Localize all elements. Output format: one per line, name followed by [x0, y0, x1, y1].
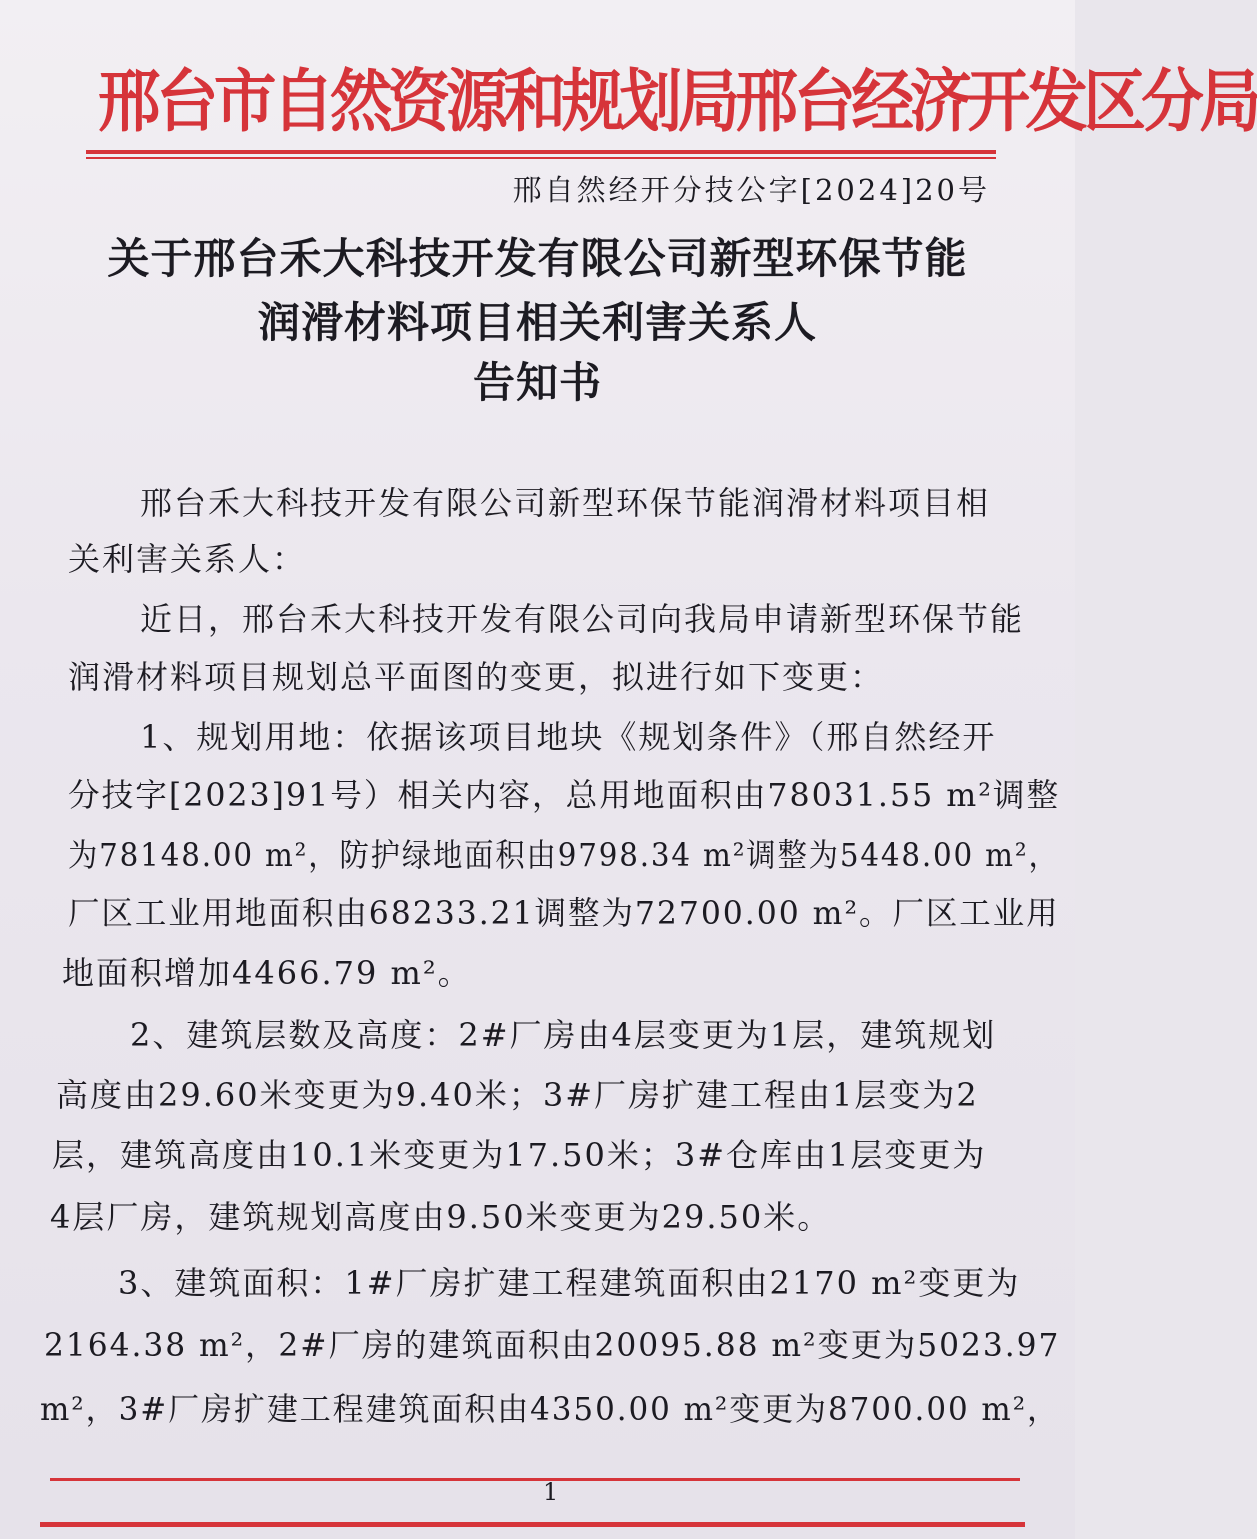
body-line-10: 2、建筑层数及高度：2#厂房由4层变更为1层，建筑规划: [130, 1016, 997, 1054]
body-line-6: 分技字[2023]91号）相关内容，总用地面积由78031.55 m²调整: [68, 776, 1061, 814]
footer-red-rule-lower: [40, 1522, 1025, 1527]
body-line-13: 4层厂房，建筑规划高度由9.50米变更为29.50米。: [50, 1198, 832, 1236]
body-line-12: 层，建筑高度由10.1米变更为17.50米；3#仓库由1层变更为: [52, 1136, 987, 1174]
header-red-rule-thick: [86, 150, 996, 154]
header-red-rule-thin: [86, 157, 996, 159]
body-line-4: 润滑材料项目规划总平面图的变更，拟进行如下变更：: [68, 658, 885, 696]
body-line-5: 1、规划用地：依据该项目地块《规划条件》（邢自然经开: [140, 718, 997, 756]
title-line-2: 润滑材料项目相关利害关系人: [257, 298, 817, 347]
body-line-3: 近日，邢台禾大科技开发有限公司向我局申请新型环保节能: [140, 600, 1025, 638]
title-line-1: 关于邢台禾大科技开发有限公司新型环保节能: [107, 234, 968, 283]
body-line-9: 地面积增加4466.79 m²。: [62, 954, 472, 992]
title-line-3: 告知书: [472, 358, 602, 407]
body-line-7: 为78148.00 m²，防护绿地面积由9798.34 m²调整为5448.00 m²，: [68, 836, 1060, 874]
body-line-11: 高度由29.60米变更为9.40米；3#厂房扩建工程由1层变为2: [56, 1076, 979, 1114]
body-line-1: 邢台禾大科技开发有限公司新型环保节能润滑材料项目相: [140, 484, 991, 522]
body-line-15: 2164.38 m²，2#厂房的建筑面积由20095.88 m²变更为5023.97: [44, 1326, 1061, 1364]
page-number: 1: [543, 1478, 559, 1506]
body-line-8: 厂区工业用地面积由68233.21调整为72700.00 m²。厂区工业用: [68, 894, 1060, 932]
body-line-2: 关利害关系人：: [68, 540, 307, 578]
body-line-16: m²，3#厂房扩建工程建筑面积由4350.00 m²变更为8700.00 m²，: [40, 1390, 1060, 1428]
document-number: 邢自然经开分技公字[2024]20号: [512, 173, 990, 207]
footer-red-rule-upper: [50, 1478, 1020, 1481]
body-line-14: 3、建筑面积：1#厂房扩建工程建筑面积由2170 m²变更为: [118, 1264, 1021, 1302]
issuing-organization-header: 邢台市自然资源和规划局邢台经济开发区分局: [98, 63, 1257, 142]
